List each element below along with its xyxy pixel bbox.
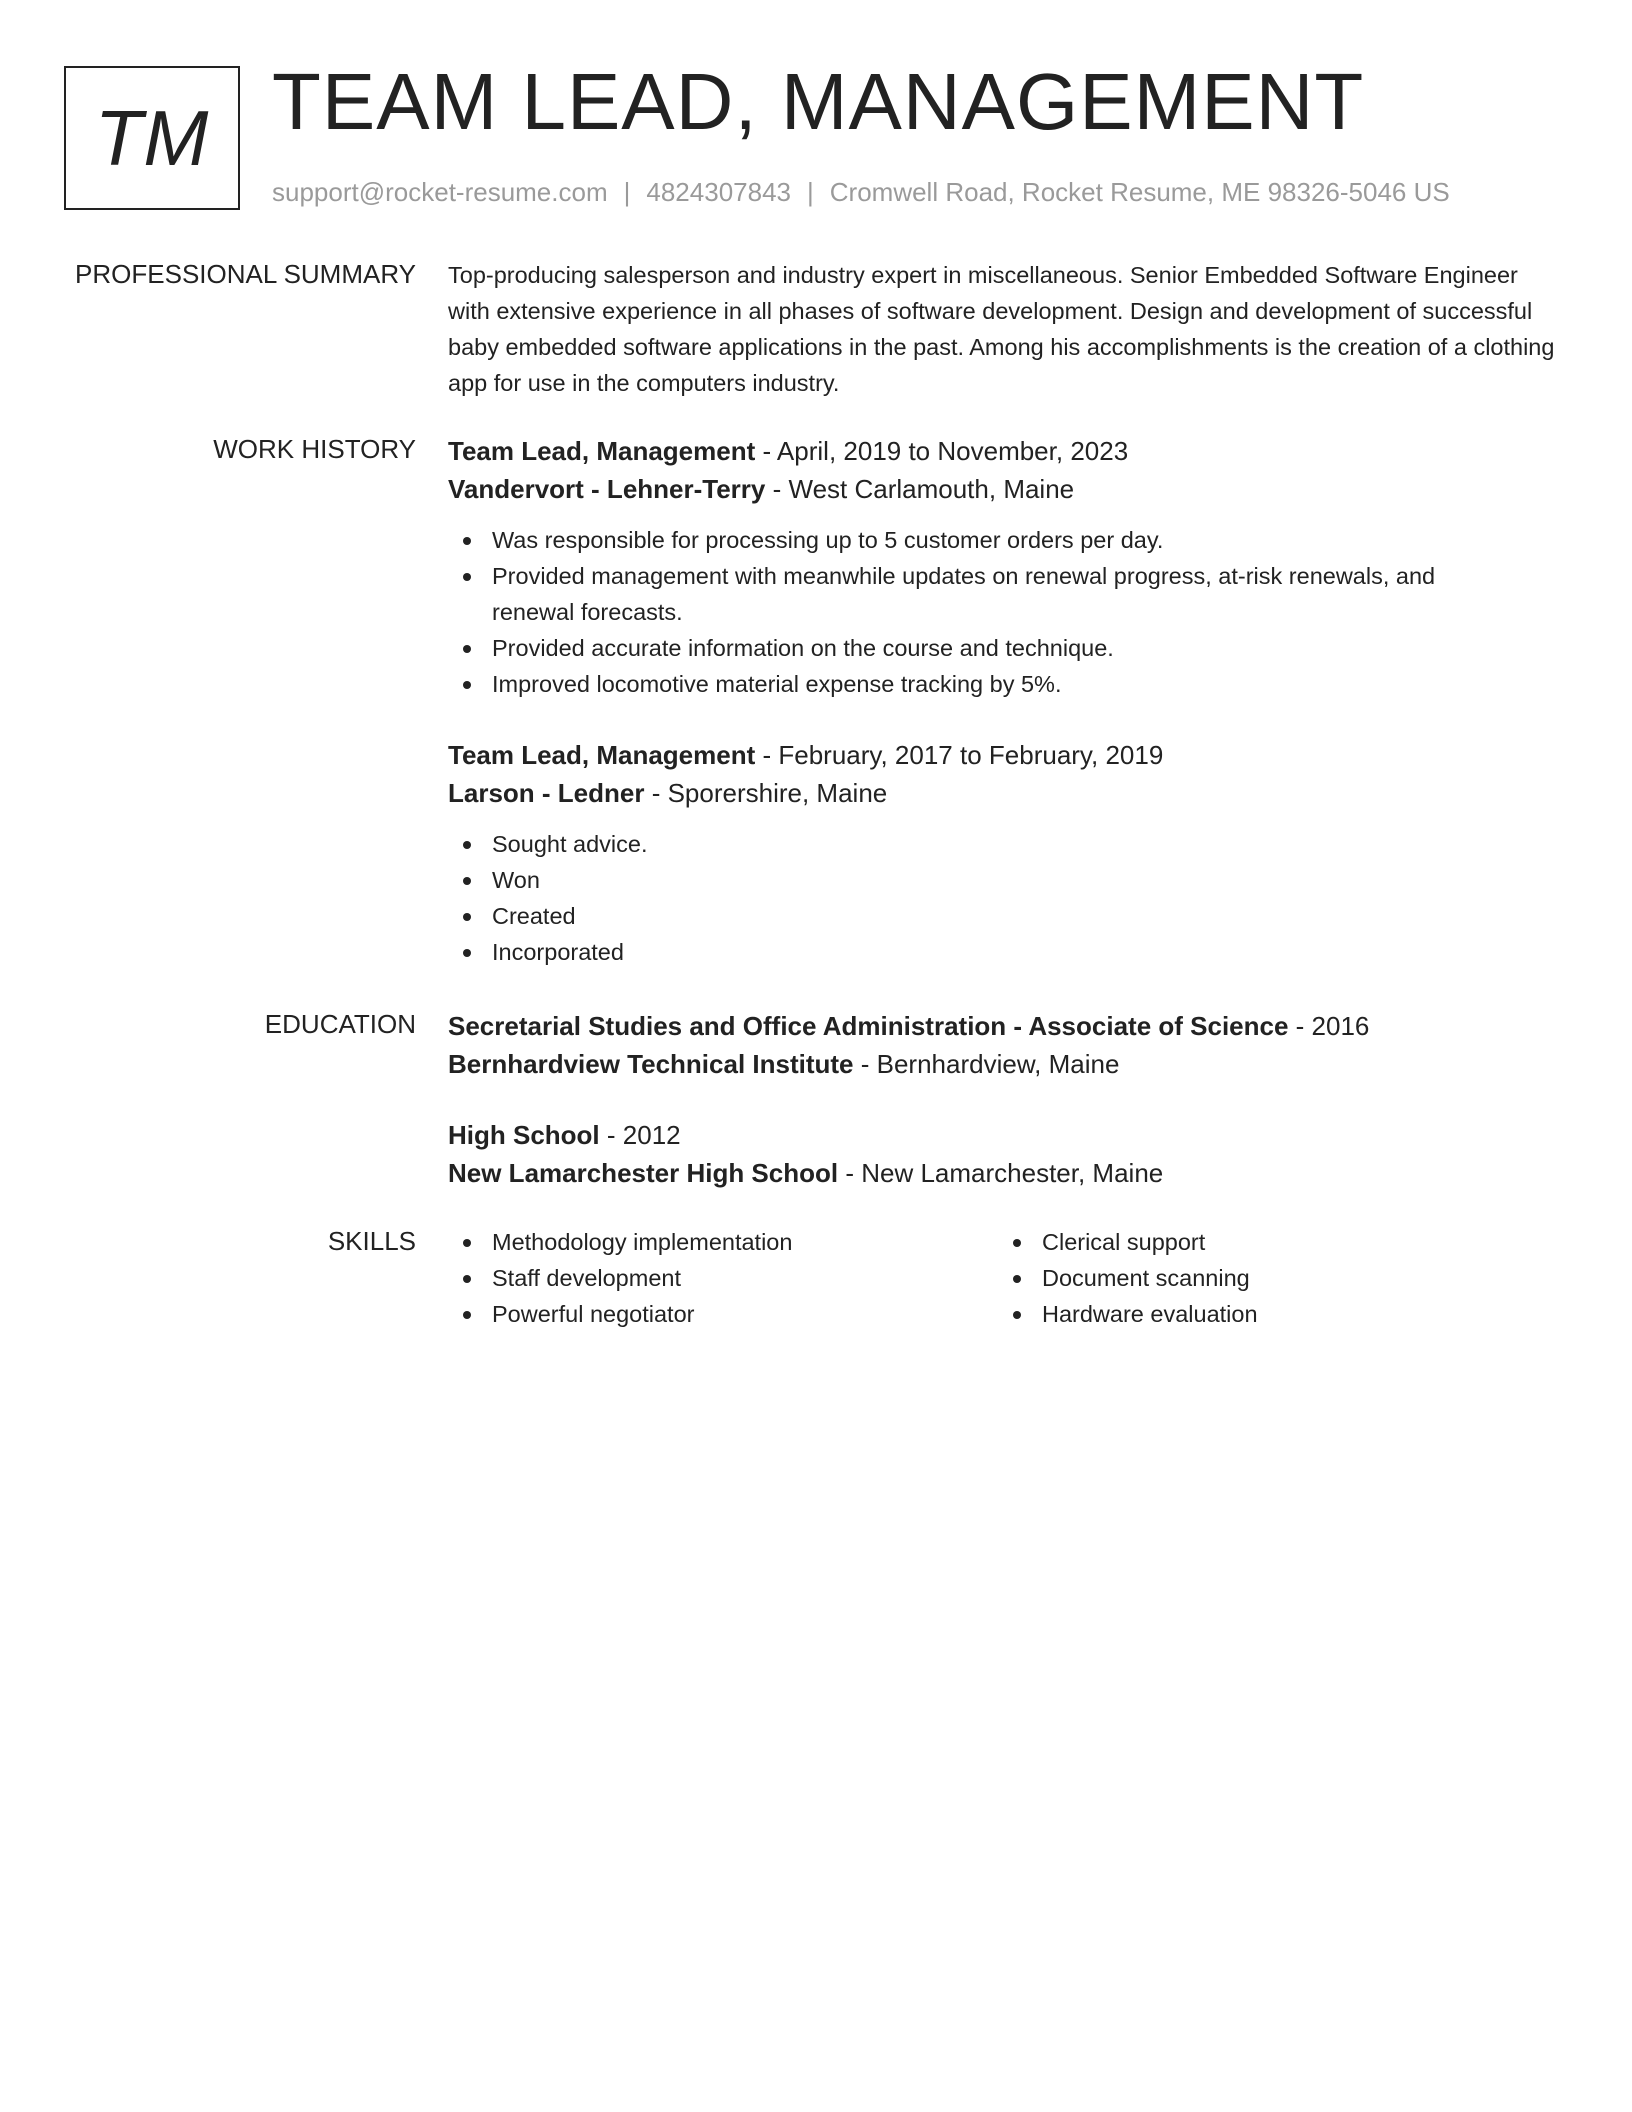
contact-address: Cromwell Road, Rocket Resume, ME 98326-5046 US	[829, 177, 1450, 207]
degree-name: Secretarial Studies and Office Administration - Associate of Science	[448, 1011, 1289, 1041]
job-company-line	[448, 470, 1558, 508]
job-entry	[448, 432, 1558, 702]
contact-phone: 4824307843	[646, 177, 791, 207]
duty-item: Improved locomotive material expense tracking by 5%.	[448, 666, 1558, 702]
school-line	[448, 1045, 1558, 1083]
school-name: Bernhardview Technical Institute	[448, 1049, 854, 1079]
education-heading: EDUCATION	[264, 1009, 416, 1039]
skill-item: Staff development	[448, 1260, 998, 1296]
school-location: - Bernhardview, Maine	[853, 1049, 1120, 1079]
degree-name: High School	[448, 1120, 600, 1150]
skills-column-right	[998, 1224, 1548, 1332]
skill-item: Powerful negotiator	[448, 1296, 998, 1332]
skills-grid	[448, 1224, 1558, 1332]
duty-item: Was responsible for processing up to 5 customer orders per day.	[448, 522, 1558, 558]
job-duties	[448, 522, 1558, 702]
resume-name: TEAM LEAD, MANAGEMENT	[272, 57, 1365, 146]
job-company-line	[448, 774, 1558, 812]
contact-separator: |	[807, 177, 814, 207]
work-history-heading: WORK HISTORY	[213, 434, 416, 464]
degree-year: - 2012	[599, 1120, 681, 1150]
job-dates: - February, 2017 to February, 2019	[755, 740, 1164, 770]
degree-line	[448, 1007, 1558, 1045]
job-title-line	[448, 736, 1558, 774]
contact-line	[272, 175, 1450, 209]
monogram-box	[64, 66, 240, 210]
skills-column-left	[448, 1224, 998, 1332]
education-entry	[448, 1116, 1558, 1192]
education-entry	[448, 1007, 1558, 1083]
job-duties	[448, 826, 1558, 970]
skills-heading: SKILLS	[327, 1226, 416, 1256]
job-title: Team Lead, Management	[448, 436, 756, 466]
degree-year: - 2016	[1288, 1011, 1370, 1041]
job-title-line	[448, 432, 1558, 470]
job-company: Vandervort - Lehner-Terry	[448, 474, 766, 504]
duty-item: Sought advice.	[448, 826, 1558, 862]
contact-separator: |	[623, 177, 631, 207]
skill-item: Methodology implementation	[448, 1224, 998, 1260]
job-dates: - April, 2019 to November, 2023	[755, 436, 1129, 466]
contact-email: support@rocket-resume.com	[272, 177, 608, 207]
summary-text: Top-producing salesperson and industry expert in miscellaneous. Senior Embedded Software Engineer with extensive experience in all phases of software development. Design and development of successful baby embedded software applications in the past. Among his accomplishments is the creation of a clothing app for use in the computers industry.	[448, 262, 1555, 396]
duty-item: Incorporated	[448, 934, 1558, 970]
job-company: Larson - Ledner	[448, 778, 645, 808]
duty-item: Provided accurate information on the course and technique.	[448, 630, 1558, 666]
summary-heading: PROFESSIONAL SUMMARY	[75, 259, 416, 289]
job-title: Team Lead, Management	[448, 740, 756, 770]
degree-line	[448, 1116, 1558, 1154]
job-location: - West Carlamouth, Maine	[765, 474, 1075, 504]
monogram-initials: TM	[94, 93, 210, 182]
duty-item: Created	[448, 898, 1558, 934]
job-entry	[448, 736, 1558, 970]
skill-item: Document scanning	[998, 1260, 1548, 1296]
school-line	[448, 1154, 1558, 1192]
skill-item: Hardware evaluation	[998, 1296, 1548, 1332]
school-name: New Lamarchester High School	[448, 1158, 839, 1188]
school-location: - New Lamarchester, Maine	[838, 1158, 1164, 1188]
duty-item: Won	[448, 862, 1558, 898]
skill-item: Clerical support	[998, 1224, 1548, 1260]
job-location: - Sporershire, Maine	[644, 778, 888, 808]
duty-item: Provided management with meanwhile updates on renewal progress, at-risk renewals, and renewal forecasts.	[448, 558, 1558, 630]
